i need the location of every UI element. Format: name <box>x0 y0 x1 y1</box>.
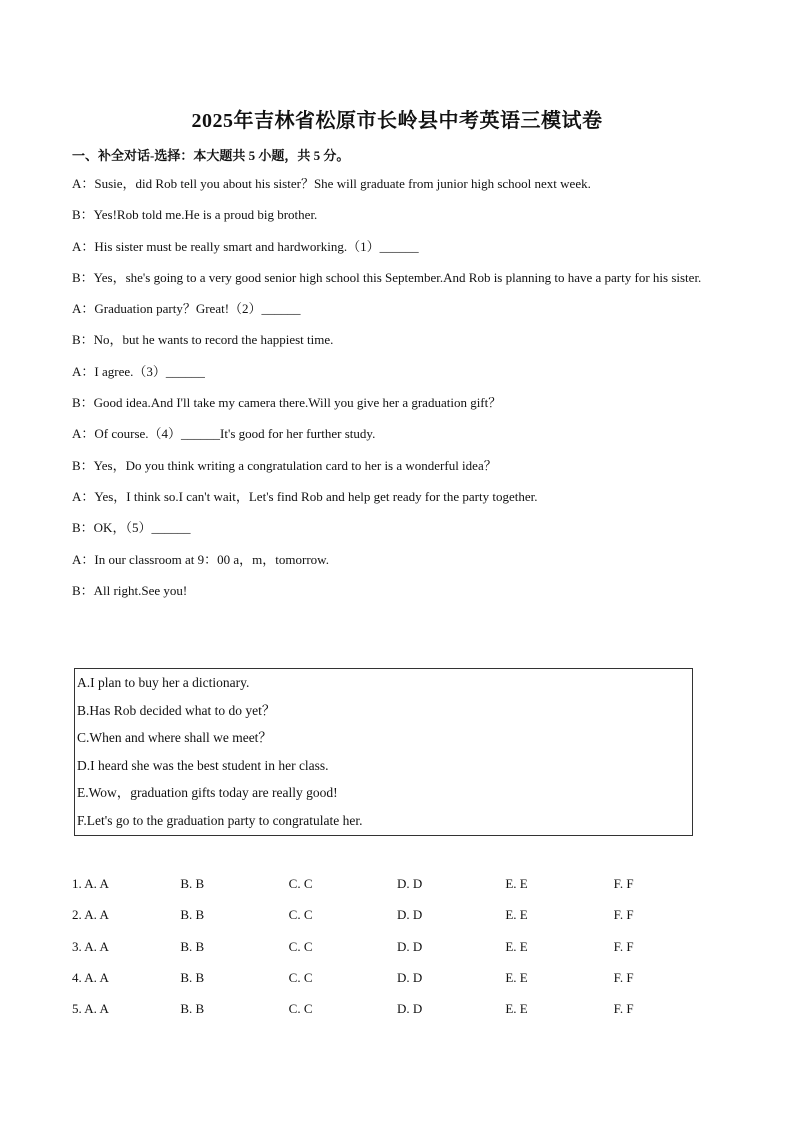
option-item: B.Has Rob decided what to do yet？ <box>77 702 276 718</box>
answer-choice[interactable]: E. E <box>505 876 528 891</box>
answer-choice[interactable]: C. C <box>288 1001 313 1017</box>
dialog-line: A：Graduation party？Great!（2）______ <box>72 301 301 317</box>
answer-choice[interactable]: E. E <box>505 938 528 954</box>
dialog-line: B：Yes!Rob told me.He is a proud big brother. <box>72 207 318 223</box>
answer-choice[interactable]: D. D <box>396 969 423 985</box>
dialog-line: A：Susie，did Rob tell you about his sister？She will graduate from junior high school next week. <box>72 176 591 191</box>
options-box <box>74 668 693 836</box>
answer-choice[interactable]: D. D <box>396 1001 423 1017</box>
answer-choices <box>72 872 722 1028</box>
answer-choice[interactable]: D. D <box>396 876 423 891</box>
answer-choice[interactable]: B. B <box>180 969 205 985</box>
option-item: C.When and where shall we meet？ <box>77 730 272 746</box>
section-heading: 一、补全对话-选择：本大题共 5 小题，共 5 分。 <box>72 148 350 163</box>
answer-choice[interactable]: 5. A. A <box>72 1001 109 1017</box>
dialog <box>72 172 722 610</box>
answer-choice[interactable]: B. B <box>180 907 205 923</box>
option-item: D.I heard she was the best student in her class. <box>77 757 329 773</box>
answer-choice[interactable]: D. D <box>396 938 423 954</box>
answer-choice[interactable]: F. F <box>613 969 634 985</box>
option-item: E.Wow，graduation gifts today are really good! <box>77 785 338 801</box>
answer-choice[interactable]: C. C <box>288 876 313 891</box>
answer-choice[interactable]: D. D <box>396 907 423 923</box>
answer-choice[interactable]: 3. A. A <box>72 938 109 954</box>
dialog-line: A：Yes，I think so.I can't wait，Let's find Rob and help get ready for the party together. <box>72 488 538 504</box>
dialog-line: B：All right.See you! <box>72 582 188 598</box>
dialog-line: B：Good idea.And I'll take my camera there.Will you give her a graduation gift？ <box>72 395 502 411</box>
answer-choice[interactable]: B. B <box>180 876 205 891</box>
dialog-line: A：In our classroom at 9：00 a，m，tomorrow. <box>72 551 329 567</box>
answer-choice[interactable]: C. C <box>288 969 313 985</box>
page-title: 2025年吉林省松原市长岭县中考英语三模试卷 <box>191 110 603 132</box>
answer-row <box>72 966 722 997</box>
answer-choice[interactable]: F. F <box>613 1001 634 1017</box>
answer-choice[interactable]: E. E <box>505 1001 528 1017</box>
answer-row <box>72 997 722 1028</box>
dialog-line: A：Of course.（4）______It's good for her further study. <box>72 426 376 442</box>
option-item: F.Let's go to the graduation party to congratulate her. <box>77 812 363 828</box>
dialog-line: A：I agree.（3）______ <box>72 363 205 379</box>
dialog-line: B：OK，（5）______ <box>72 520 191 536</box>
answer-choice[interactable]: 4. A. A <box>72 969 109 985</box>
answer-row <box>72 872 722 903</box>
answer-choice[interactable]: B. B <box>180 938 205 954</box>
answer-choice[interactable]: B. B <box>180 1001 205 1017</box>
dialog-line: B：Yes，she's going to a very good senior high school this September.And Rob is planning to have a party for his sister. <box>72 269 702 285</box>
answer-row <box>72 935 722 966</box>
answer-choice[interactable]: 2. A. A <box>72 907 109 923</box>
answer-choice[interactable]: C. C <box>288 907 313 923</box>
dialog-line: A：His sister must be really smart and hardworking.（1）______ <box>72 238 419 254</box>
answer-choice[interactable]: E. E <box>505 969 528 985</box>
answer-choice[interactable]: F. F <box>613 938 634 954</box>
answer-choice[interactable]: C. C <box>288 938 313 954</box>
answer-choice[interactable]: 1. A. A <box>72 876 109 891</box>
dialog-line: B：No，but he wants to record the happiest time. <box>72 332 334 348</box>
answer-choice[interactable]: E. E <box>505 907 528 923</box>
option-item: A.I plan to buy her a dictionary. <box>77 675 250 690</box>
answer-row <box>72 903 722 934</box>
dialog-line: B：Yes，Do you think writing a congratulation card to her is a wonderful idea？ <box>72 457 497 473</box>
answer-choice[interactable]: F. F <box>613 907 634 923</box>
answer-choice[interactable]: F. F <box>613 876 634 891</box>
